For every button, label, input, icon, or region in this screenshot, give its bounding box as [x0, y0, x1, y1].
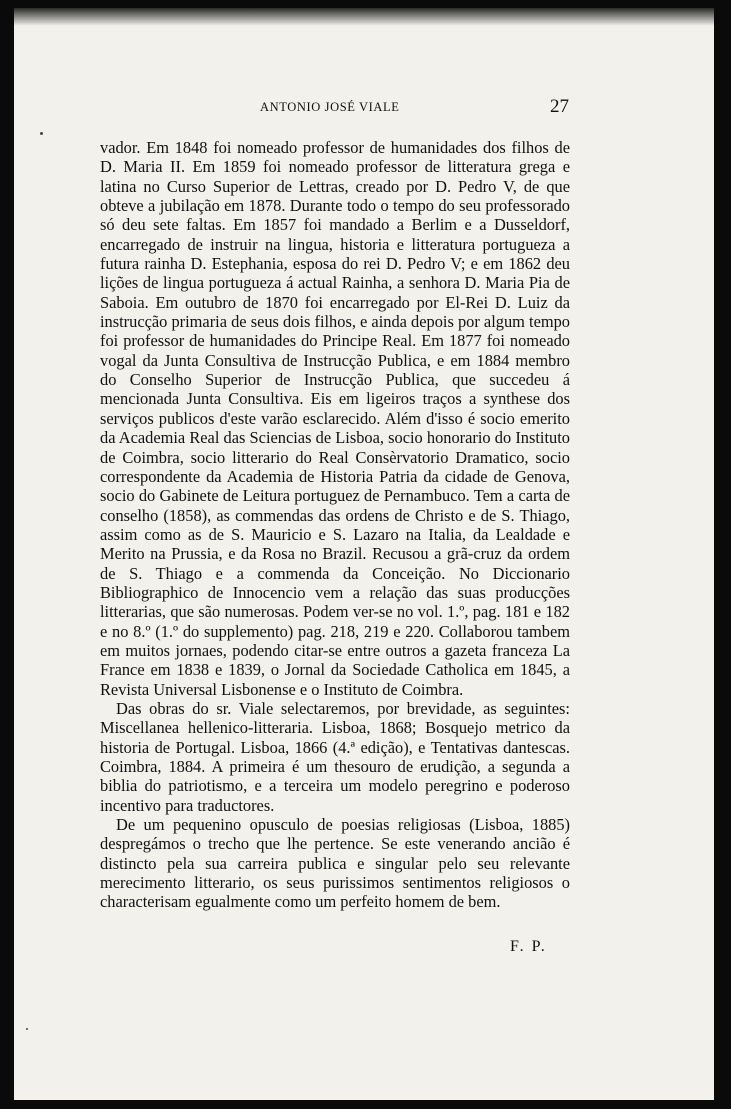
author-signature: F. P. — [510, 938, 547, 955]
scan-shadow — [14, 8, 714, 26]
running-title: ANTONIO JOSÉ VIALE — [260, 100, 400, 114]
paragraph-1: vador. Em 1848 foi nomeado professor de humanidades dos filhos de D. Maria II. Em 1859 foi nomeado professor de litteratura grega e latina no Curso Superior de Lettras, creado por D. Pedro V, de que obteve a jubilação em 1878. Durante todo o tempo do seu professorado só deu sete faltas. Em 1857 foi mandado a Berlim e a Dusseldorf, encarregado de instruir na lingua, historia e litteratura portugueza a futura rainha D. Estephania, esposa do rei D. Pedro V; e em 1862 deu lições de lingua portugueza á actual Rainha, a senhora D. Maria Pia de Saboia. Em outubro de 1870 foi encarregado por El-Rei D. Luiz da instrucção primaria de seus dois filhos, e ainda depois por algum tempo foi professor de humanidades do Principe Real. Em 1877 foi nomeado vogal da Junta Consultiva de Instrucção Publica, e em 1884 membro do Conselho Superior de Instrucção Publica, que succedeu á mencionada Junta Consultiva. Eis em ligeiros traços a synthese dos serviços publicos d'este varão esclarecido. Além d'isso é socio emerito da Academia Real das Sciencias de Lisboa, socio honorario do Instituto de Coimbra, socio litterario do Real Consèrvatorio Dramatico, socio correspondente da Academia de Historia Patria da cidade de Genova, socio do Gabinete de Leitura portuguez de Pernambuco. Tem a carta de conselho (1858), as commendas das ordens de Christo e de S. Thiago, assim como as de S. Mauricio e S. Lazaro na Italia, da Lealdade e Merito na Prussia, e da Rosa no Brazil. Recusou a grã-cruz da ordem de S. Thiago e a commenda da Conceição. No Diccionario Bibliographico de Innocencio vem a relação das suas producções litterarias, que são numerosas. Podem ver-se no vol. 1.º, pag. 181 e 182 e no 8.º (1.º do supplemento) pag. 218, 219 e 220. Collaborou tambem em muitos jornaes, podendo citar-se entre outros a gazeta franceza La France em 1838 e 1839, o Jornal da Sociedade Catholica em 1845, a Revista Universal Lisbonense e o Instituto de Coimbra. — [100, 138, 570, 699]
scan-speck — [40, 132, 43, 135]
page-header — [14, 96, 714, 120]
page-number: 27 — [550, 96, 569, 117]
paragraph-2: Das obras do sr. Viale selectaremos, por brevidade, as seguintes: Miscellanea hellenico-litteraria. Lisboa, 1868; Bosquejo metrico da historia de Portugal. Lisboa, 1866 (4.ª edição), e Tentativas dantescas. Coimbra, 1884. A primeira é um thesouro de erudição, a segunda a biblia do patriotismo, e a terceira um modelo peregrino e poderoso incentivo para traductores. — [100, 698, 570, 815]
body-text — [100, 138, 570, 912]
document-page — [14, 8, 714, 1100]
paragraph-3: De um pequenino opusculo de poesias religiosas (Lisboa, 1885) despregámos o trecho que lhe pertence. Se este venerando ancião é distincto pela sua carreira publica e singular pelo seu relevante merecimento litterario, os seus purissimos sentimentos religiosos o characterisam egualmente como um perfeito homem de bem. — [100, 815, 570, 912]
scan-speck — [26, 1028, 28, 1030]
